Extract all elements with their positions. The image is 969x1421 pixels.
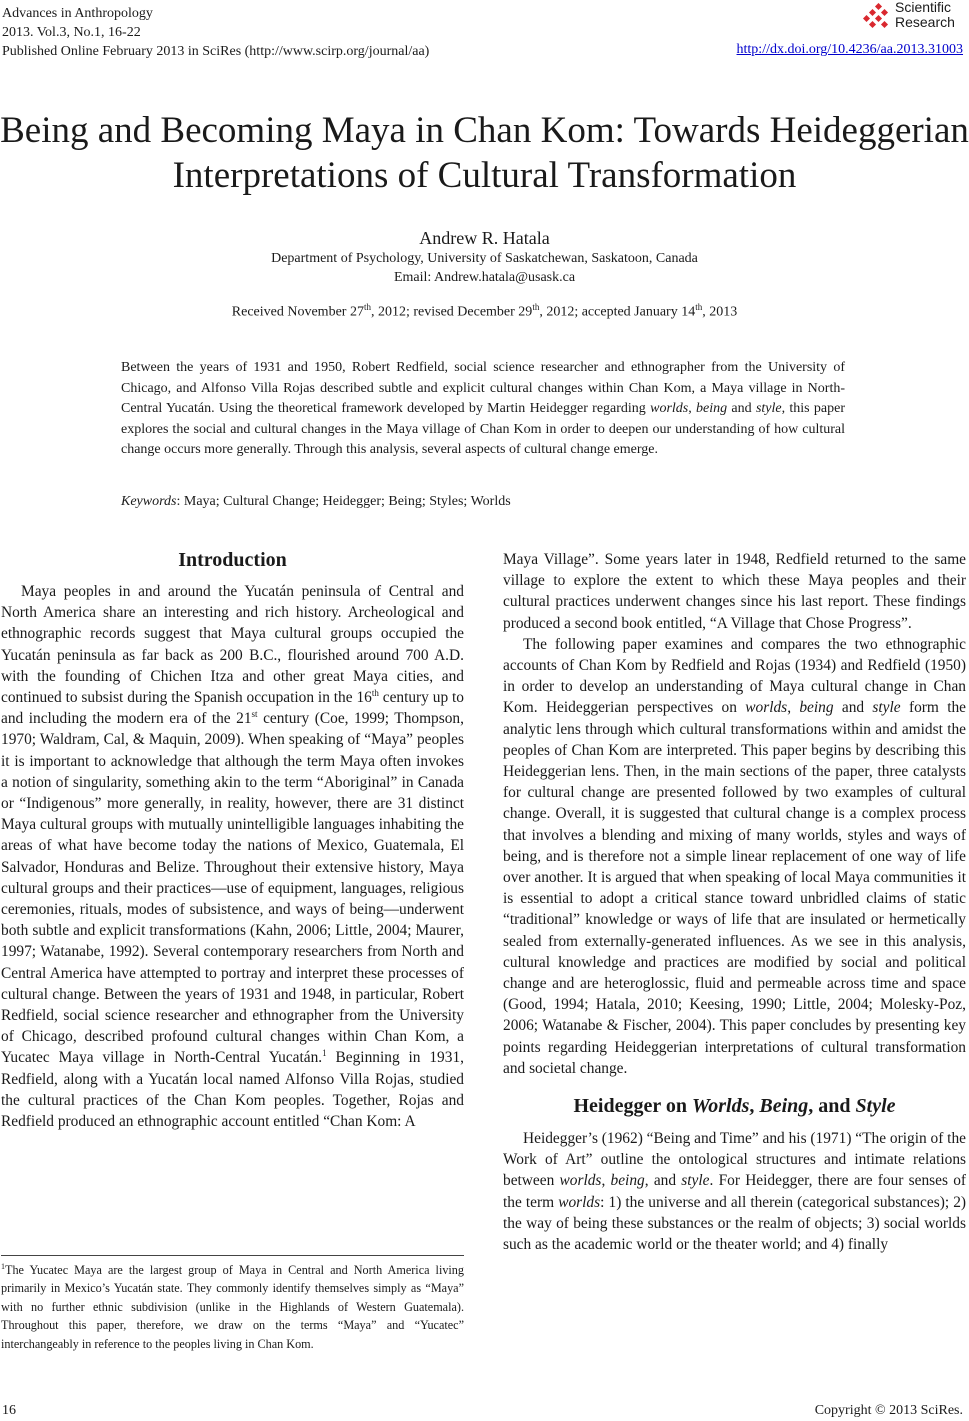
right-column xyxy=(503,549,966,1255)
publisher-logo-icon xyxy=(863,3,893,31)
section-heading-introduction: Introduction xyxy=(178,549,287,571)
abstract: Between the years of 1931 and 1950, Robert Redfield, social science researcher and ethnographer from the University of Chicago, and Alfonso Villa Rojas described subtle and explicit cultural changes within Chan Kom, a Maya village in North-Central Yucatán. Using the theoretical framework developed by Martin Heidegger regarding worlds, being and style, this paper explores the social and cultural changes in the Maya village of Chan Kom in order to deepen our understanding of how cultural change occurs more generally. Through this analysis, several aspects of cultural change emerge. xyxy=(121,360,845,457)
doi-link[interactable]: http://dx.doi.org/10.4236/aa.2013.31003 xyxy=(736,42,963,57)
body-paragraph: Maya Village”. Some years later in 1948, Redfield returned to the same village to explore the extent to which these Maya peoples and their cultural practices underwent changes since his last report. These findings produced a second book entitled, “A Village that Chose Progress”. xyxy=(503,551,966,632)
footnote-ref: 1 xyxy=(322,1048,327,1059)
section-heading-heidegger: Heidegger on Worlds, Being, and Style xyxy=(573,1095,896,1118)
footnote-divider xyxy=(1,1255,464,1256)
affiliation-text: Department of Psychology, University of Saskatchewan, Saskatoon, Canada xyxy=(271,251,698,266)
received-dates: Received November 27th, 2012; revised December 29th, 2012; accepted January 14th, 2013 xyxy=(231,302,738,320)
publication-info: Published Online February 2013 in SciRes (http://www.scirp.org/journal/aa) xyxy=(2,44,430,59)
author-affiliation xyxy=(0,249,969,287)
copyright-notice: Copyright © 2013 SciRes. xyxy=(814,1403,963,1418)
keywords xyxy=(121,494,511,510)
left-column xyxy=(1,545,464,1132)
footnote: $^1$The Yucatec Maya are the largest group of Maya in Central and North America living primarily in Mexico’s Yucatán state. They commonly identify themselves simply as “Maya” with no further ethnic subdivision (unlike in the Highlands of Western Guatemala). Throughout this paper, therefore, we draw on the terms “Maya” and “Yucatec” interchangeably in reference to the peoples living in Chan Kom. xyxy=(1,1261,464,1351)
keywords-list: : Maya; Cultural Change; Heidegger; Being; Styles; Worlds xyxy=(176,494,511,509)
journal-volume: 2013. Vol.3, No.1, 16-22 xyxy=(2,25,141,40)
body-paragraph: Maya peoples in and around the Yucatán peninsula of Central and North America share an interesting and rich history. Archeological and ethnographic records suggest that Maya cultural groups occupied the Yucatán peninsula as far back as 200 B.C., flourished around 700 A.D. with the founding of Chichen Itza and other great Maya cities, and continued to subsist during the Spanish occupation in the 16th century up to and including the modern era of the 21st century (Coe, 1999; Thompson, 1970; Waldram, Cal, & Maquin, 2009). When speaking of “Maya” peoples it is important to acknowledge that although the term Maya often invokes a notion of singularity, something akin to the term “Aboriginal” in Canada or “Indigenous” more generally, in reality, however, there are 31 distinct Maya cultural groups with mutually unintelligible languages inhabiting the areas of what have become today the nations of Mexico, Guatemala, El Salvador, Honduras and Belize. Throughout their extensive history, Maya cultural groups and their practices—use of equipment, languages, religious ceremonies, rituals, modes of subsistence, and ways of being—underwent both subtle and explicit transformations (Kahn, 2006; Little, 2004; Maurer, 1997; Watanabe, 1992). Several contemporary researchers from North and Central America have attempted to portray and interpret these processes of cultural change. Between the years of 1931 and 1948, in particular, Robert Redfield, social science researcher and ethnographer from the University of Chicago, described profound cultural changes within Chan Kom, a Yucatec Maya village in North-Central Yucatán.$^1$ Beginning in 1931, Redfield, along with a Yucatán local named Alfonso Villa Rojas, studied the cultural practices of the Chan Kom peoples. Together, Rojas and Redfield produced an ethnographic account entitled “Chan Kom: A xyxy=(1,583,464,1131)
author-name: Andrew R. Hatala xyxy=(419,228,550,248)
email-text: Email: Andrew.hatala@usask.ca xyxy=(393,270,576,285)
keywords-label: Keywords xyxy=(121,494,177,509)
paper-title: Being and Becoming Maya in Chan Kom: Towards Heideggerian Interpretations of Cultural Transformation xyxy=(0,110,969,196)
page-number: 16 xyxy=(2,1403,16,1418)
publisher-logo-text: Scientific Research xyxy=(895,0,955,30)
journal-name: Advances in Anthropology xyxy=(2,6,153,21)
publisher-logo xyxy=(863,0,963,38)
journal-header xyxy=(2,4,429,61)
body-paragraph: The following paper examines and compares the two ethnographic accounts of Chan Kom by Redfield and Rojas (1934) and Redfield (1950) in order to develop an understanding of Maya cultural change in Chan Kom. Heideggerian perspectives on worlds, being and style form the analytic lens through which cultural transformations within and amidst the peoples of Chan Kom are interpreted. This paper begins by describing this Heideggerian lens. Then, in the main sections of the paper, three catalysts for cultural change are presented followed by two examples of cultural change. Overall, it is suggested that cultural change is a complex process that involves a blending and mixing of many worlds, styles and ways of being, and is therefore not a simple linear replacement of one way of life over another. It is argued that when speaking of local Maya communities it is essential to adopt a critical stance toward unbridled claims of static “traditional” knowledge or ways of life that are insulated or hermetically sealed from externally-generated influences. As we see in this analysis, cultural knowledge and practices are modified by social and political change and are heteroglossic, fluid and permeable across time and space (Good, 1994; Hatala, 2010; Keesing, 1990; Little, 2004; Molesky-Poz, 2006; Watanabe & Fischer, 2004). This paper concludes by presenting key points regarding Heideggerian interpretations of cultural transformation and societal change. xyxy=(503,635,966,1077)
body-paragraph: Heidegger’s (1962) “Being and Time” and his (1971) “The origin of the Work of Art” outline the ontological structures and intimate relations between worlds, being, and style. For Heidegger, there are four senses of the term worlds: 1) the universe and all therein (categorical substances); 2) the way of being these substances or the realm of objects; 3) social worlds such as the academic world or the theater world; and 4) finally xyxy=(503,1130,967,1254)
